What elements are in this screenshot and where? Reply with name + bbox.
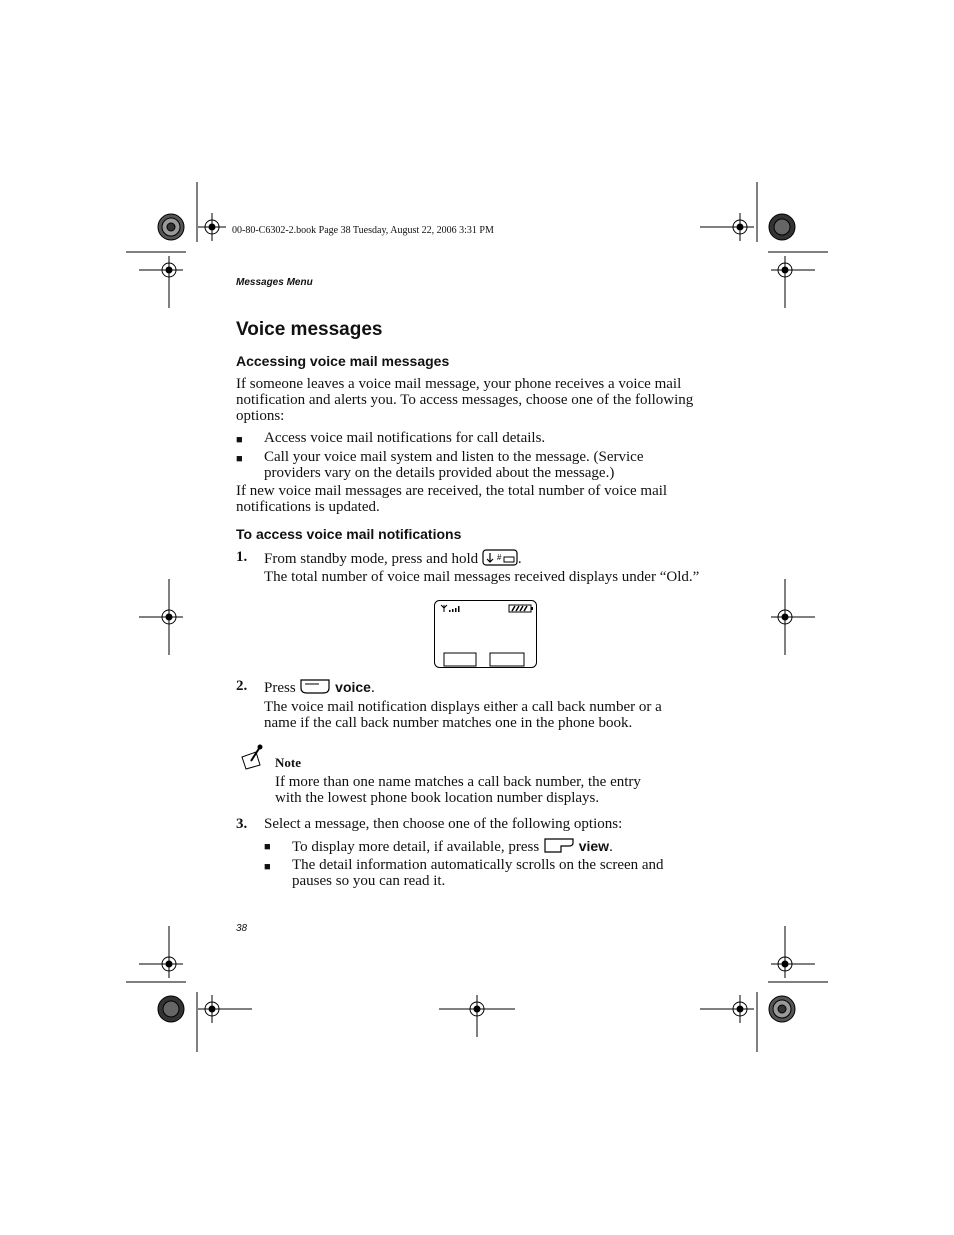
- page-title: Voice messages: [236, 319, 383, 340]
- print-header: 00-80-C6302-2.book Page 38 Tuesday, August 22, 2006 3:31 PM: [232, 225, 494, 236]
- bullet-item: [264, 449, 724, 481]
- note-line: with the lowest phone book location number displays.: [275, 790, 600, 806]
- after-line: If new voice mail messages are received, the total number of voice mail: [236, 483, 668, 499]
- step-2-after: .: [370, 679, 375, 696]
- section-heading-notifications: To access voice mail notifications: [236, 526, 462, 542]
- intro-paragraph: [236, 376, 736, 424]
- svg-text:#: #: [496, 553, 502, 562]
- step-1-text: [264, 549, 522, 570]
- bullet-line: Call your voice mail system and listen to the message. (Service: [264, 449, 644, 465]
- voice-key-label: voice: [335, 678, 371, 695]
- after-paragraph: [236, 483, 736, 515]
- step-2-sub: [264, 699, 734, 731]
- note-label: Note: [275, 755, 301, 770]
- intro-line: notification and alerts you. To access messages, choose one of the following: [236, 392, 694, 408]
- bullet-marker: ■: [264, 861, 271, 873]
- pound-voicemail-key-icon: [482, 549, 518, 570]
- left-softkey-icon: [299, 678, 331, 699]
- step-3-bullet-label: To display more detail, if available, press: [292, 838, 540, 855]
- step-1-label: From standby mode, press and hold: [264, 550, 479, 567]
- battery-full-icon: [509, 605, 533, 612]
- step-number: 3.: [236, 816, 248, 832]
- step-3-bullet-line: pauses so you can read it.: [292, 873, 446, 889]
- note-text: [275, 774, 705, 806]
- phone-screen: [434, 600, 538, 674]
- step-3-text: Select a message, then choose one of the following options:: [264, 816, 623, 832]
- view-key-label: view: [578, 837, 610, 854]
- running-header: Messages Menu: [236, 277, 313, 288]
- step-number: 1.: [236, 549, 248, 565]
- step-1-after: .: [517, 550, 522, 567]
- after-line: notifications is updated.: [236, 499, 380, 515]
- bullet-line: providers vary on the details provided about the message.): [264, 465, 615, 481]
- note-pencil-icon: [240, 743, 266, 776]
- step-2-sub-line: name if the call back number matches one in the phone book.: [264, 715, 633, 731]
- bullet-marker: ■: [264, 841, 271, 853]
- step-3-bullet-after: .: [609, 838, 613, 855]
- note-line: If more than one name matches a call back number, the entry: [275, 774, 641, 790]
- right-softkey-icon: [543, 837, 575, 858]
- step-3-bullet: [292, 837, 613, 858]
- page-number: 38: [236, 923, 248, 934]
- intro-line: options:: [236, 408, 285, 424]
- bullet-marker: ■: [236, 434, 243, 446]
- step-3-bullet-line: The detail information automatically scrolls on the screen and: [292, 857, 664, 873]
- intro-line: If someone leaves a voice mail message, your phone receives a voice mail: [236, 376, 682, 392]
- section-heading-accessing: Accessing voice mail messages: [236, 353, 450, 369]
- step-2-sub-line: The voice mail notification displays either a call back number or a: [264, 699, 662, 715]
- bullet-marker: ■: [236, 453, 243, 465]
- step-1-sub: The total number of voice mail messages received displays under “Old.”: [264, 569, 700, 585]
- left-softkey-box: [444, 653, 476, 666]
- step-2-text: [264, 678, 375, 699]
- step-3-bullet: [292, 857, 732, 889]
- right-softkey-box: [490, 653, 524, 666]
- bullet-item: Access voice mail notifications for call details.: [264, 430, 546, 446]
- step-number: 2.: [236, 678, 248, 694]
- step-2-label: Press: [264, 679, 296, 696]
